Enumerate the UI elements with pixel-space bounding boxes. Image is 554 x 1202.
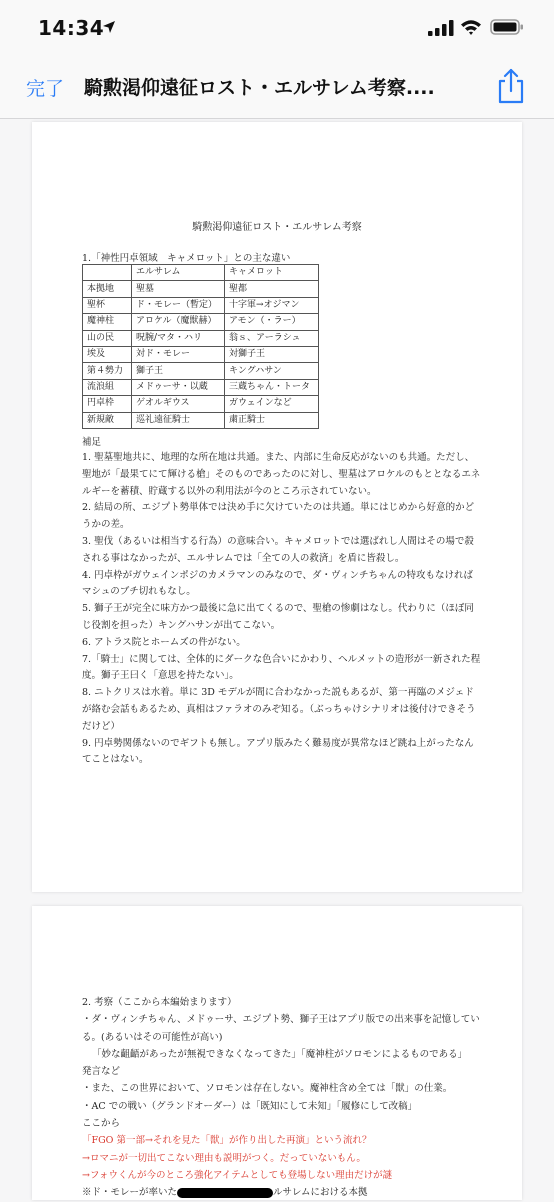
table-cell: 対獅子王: [225, 346, 319, 362]
table-cell: 聖都: [225, 281, 319, 297]
table-cell: ゲオルギウス: [132, 396, 225, 412]
note-item: 9. 円卓勢関係ないのでギフトも無し。アプリ版みたく難易度が異常なほど跳ね上がったなんてことはない。: [82, 737, 474, 766]
text-line: 2. 考察（ここから本編始まります）: [82, 997, 237, 1008]
text-line: ・ダ・ヴィンチちゃん、メドゥーサ、エジプト勢、獅子王はアプリ版での出来事を記憶している。(あるいはその可能性が高い): [82, 1014, 480, 1043]
table-row: [83, 281, 319, 297]
note-item: 3. 聖伐（あるいは相当する行為）の意味合い。キャメロットでは選ばれし人間はその場で殺される事はなかったが、エルサレムでは「全ての人の救済」を盾に皆殺し。: [82, 535, 474, 564]
status-bar: [0, 0, 554, 52]
table-cell: 翁ｓ、アーラシュ: [225, 330, 319, 346]
done-button[interactable]: 完了: [26, 78, 65, 100]
note-item: 7.「騎士」に関しては、全体的にダークな色合いにかわり、ヘルメットの造形が一新された程度。獅子王曰く「意思を持たない」。: [82, 653, 481, 682]
redaction-bar: [177, 1188, 273, 1198]
table-cell: キャメロット: [225, 265, 319, 281]
share-icon[interactable]: [496, 68, 526, 104]
table-row: [83, 412, 319, 428]
note-item: 6. アトラス院とホームズの件がない。: [82, 636, 246, 648]
note-item: 2. 結局の所、エジプト勢単体では決め手に欠けていたのは共通。単にはじめから好意的かどうかの差。: [82, 502, 475, 531]
document-page-1[interactable]: [32, 122, 522, 892]
table-cell: 十字軍→オジマン: [225, 297, 319, 313]
text-line-redacted: [82, 1184, 487, 1201]
table-cell: 山の民: [83, 330, 132, 346]
notes-list: [82, 450, 482, 769]
table-cell: 埃及: [83, 346, 132, 362]
table-cell: メドゥーサ・以蔵: [132, 379, 225, 395]
table-cell: 対ド・モレー: [132, 346, 225, 362]
table-cell: 呪腕/マタ・ハリ: [132, 330, 225, 346]
notes-label: 補足: [82, 437, 102, 448]
table-row: [83, 363, 319, 379]
page-2-text: [82, 994, 487, 1202]
table-row: [83, 297, 319, 313]
table-cell: 本拠地: [83, 281, 132, 297]
text-line: ここから: [82, 1118, 121, 1130]
table-cell: 第４勢力: [83, 363, 132, 379]
table-cell: 三蔵ちゃん・トータ: [225, 379, 319, 395]
doc-heading: 騎勲渇仰遠征ロスト・エルサレム考察: [192, 222, 362, 233]
table-cell: 円卓枠: [83, 396, 132, 412]
text-line: 発言など: [82, 1066, 121, 1078]
table-cell: [83, 265, 132, 281]
document-page-2[interactable]: [32, 906, 522, 1200]
table-cell: 流浪組: [83, 379, 132, 395]
battery-icon: [490, 18, 524, 36]
location-arrow-icon: [102, 20, 116, 34]
table-row: [83, 379, 319, 395]
text-line: 「FGO 第一部→それを見た「獣」が作り出した再演」という流れ？: [82, 1135, 372, 1147]
nav-bar: [0, 52, 554, 119]
wifi-icon: [460, 18, 482, 36]
table-cell: 聖墓: [132, 281, 225, 297]
text-fragment: ルサレムにおける本拠: [273, 1187, 368, 1199]
table-cell: 魔神柱: [83, 314, 132, 330]
table-cell: アロケル（魔獣赫）: [132, 314, 225, 330]
table-cell: 巡礼遠征騎士: [132, 412, 225, 428]
table-row: [83, 346, 319, 362]
status-time: 14:34: [38, 16, 105, 40]
note-item: 4. 円卓枠がガウェインポジのカメラマンのみなので、ダ・ヴィンチちゃんの特攻もなければマシュのブチ切れもなし。: [82, 569, 473, 598]
table-header-row: [83, 265, 319, 281]
table-cell: 粛正騎士: [225, 412, 319, 428]
table-cell: エルサレム: [132, 265, 225, 281]
cellular-signal-icon: [428, 20, 454, 36]
text-fragment: ※ド・モレーが率いた: [82, 1187, 178, 1199]
comparison-table: [82, 264, 319, 429]
table-row: [83, 330, 319, 346]
table-cell: 聖杯: [83, 297, 132, 313]
text-line: →ロマニが一切出てこない理由も説明がつく。だっていないもん。: [82, 1152, 366, 1164]
table-cell: 新規敵: [83, 412, 132, 428]
note-item: 1. 聖墓聖地共に、地理的な所在地は共通。また、内部に生命反応がないのも共通。ただし、聖地が「最果てにて輝ける槍」そのものであったのに対し、聖墓はアロケルのもととなるエネルギーを蓄積、貯蔵する以外の利用法が今のところ示されていない。: [82, 452, 481, 497]
text-line: ・AC での戦い（グランドオーダー）は「既知にして未知」「履修にして改稿」: [82, 1100, 418, 1112]
section-1-heading: 1.「神性円卓領域 キャメロット」との主な違い: [82, 253, 291, 264]
document-title: 騎勲渇仰遠征ロスト・エルサレム考察....: [84, 77, 435, 99]
note-item: 5. 獅子王が完全に味方かつ最後に急に出てくるので、聖槍の惨劇はなし。代わりに（ほぼ同じ役割を担った）キングハサンが出てこない。: [82, 603, 474, 631]
note-item: 8. ニトクリスは水着。単に 3D モデルが間に合わなかった説もあるが、第一再臨のメジェドが絡む会話もあるため、真相はファラオのみぞ知る。（ぶっちゃけシナリオは後付けできそうだけど）: [82, 687, 476, 732]
table-cell: ド・モレー（暫定）: [132, 297, 225, 313]
table-cell: ガウェインなど: [225, 396, 319, 412]
table-cell: キングハサン: [225, 363, 319, 379]
table-cell: 獅子王: [132, 363, 225, 379]
text-line: →フォウくんが今のところ強化アイテムとしても登場しない理由だけが謎: [82, 1169, 393, 1181]
table-row: [83, 314, 319, 330]
text-line: 「妙な齟齬があったが無視できなくなってきた」「魔神柱がソロモンによるものである」: [92, 1048, 468, 1060]
text-line: ・また、この世界において、ソロモンは存在しない。魔神柱含め全ては「獣」の仕業。: [82, 1083, 453, 1095]
table-cell: アモン（・ラー）: [225, 314, 319, 330]
table-row: [83, 396, 319, 412]
